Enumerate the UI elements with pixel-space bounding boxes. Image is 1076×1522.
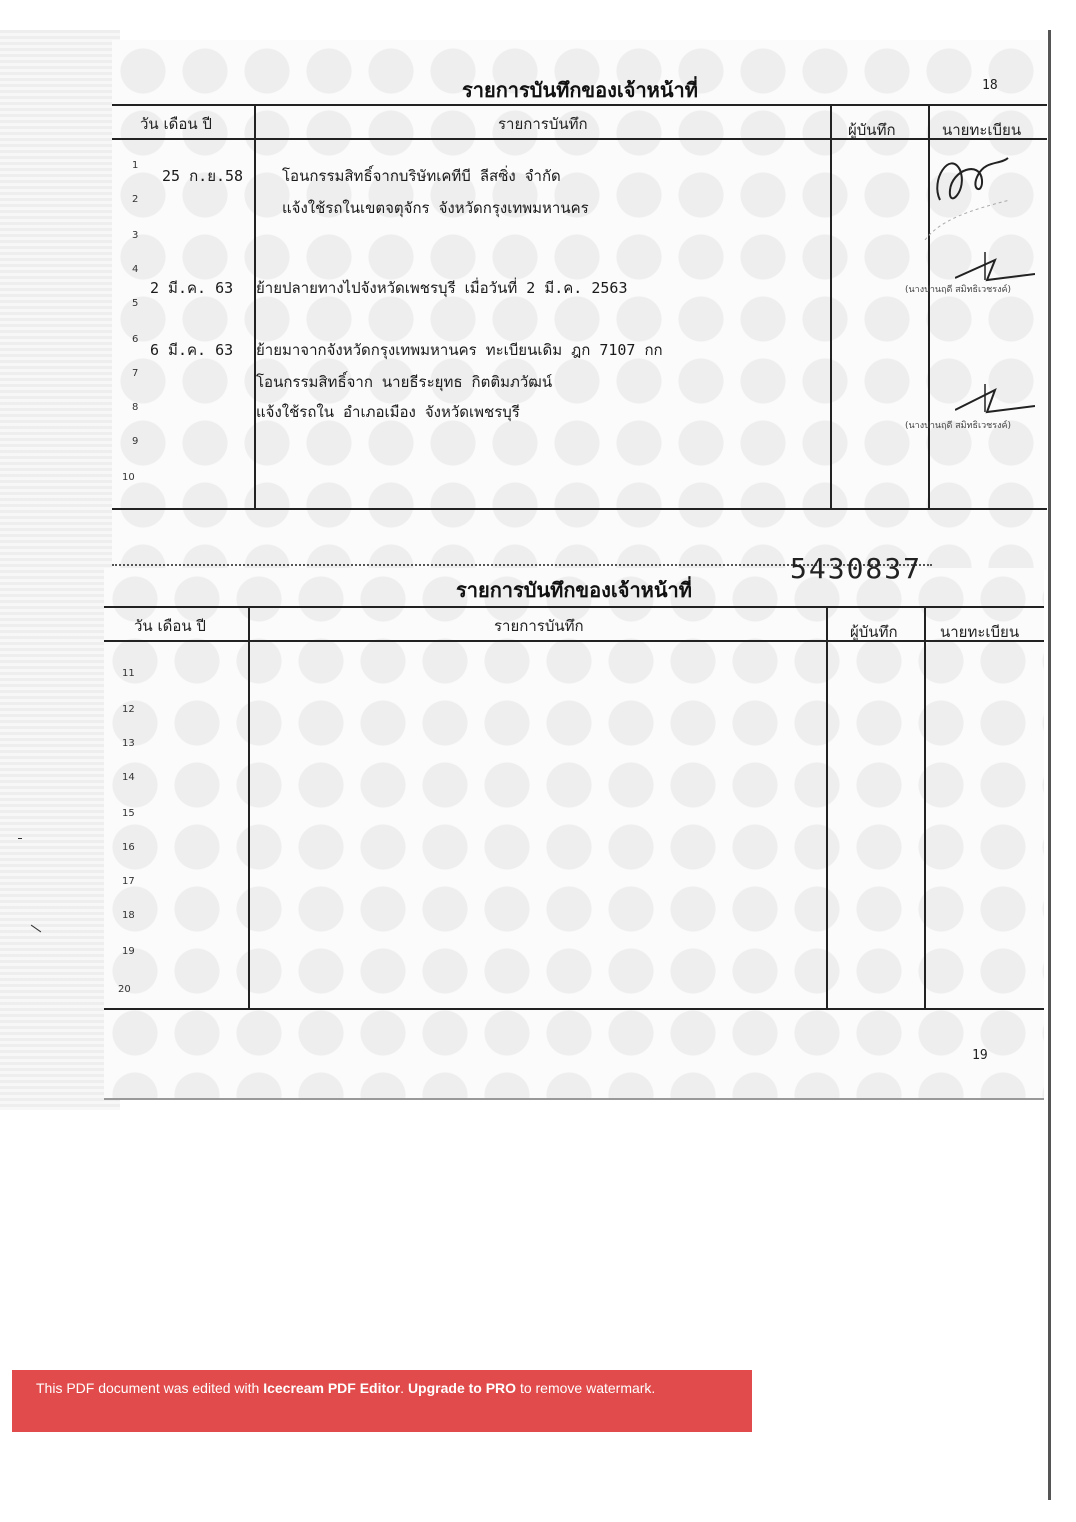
row-number: 18 [122,910,135,921]
row-number: 9 [132,436,139,447]
watermark-middle: . [400,1380,408,1396]
row-number: 19 [122,946,135,957]
entry-line: ย้ายมาจากจังหวัดกรุงเทพมหานคร ทะเบียนเดิม ฎก 7107 กก [256,341,663,359]
row-number: 1 [132,160,139,171]
form-title-top: รายการบันทึกของเจ้าหน้าที่ [462,78,698,102]
entry-line: แจ้งใช้รถในเขตจตุจักร จังหวัดกรุงเทพมหานคร [282,199,589,217]
row-number: 13 [122,738,135,749]
table-top-border [112,104,1047,106]
header-registrar: นายทะเบียน [940,623,1020,641]
entry-line: ย้ายปลายทางไปจังหวัดเพชรบุรี เมื่อวันที่ 2 มี.ค. 2563 [256,279,628,297]
header-recorder: ผู้บันทึก [848,121,896,139]
entry-line: โอนกรรมสิทธิ์จาก นายธีระยุทธ กิตติมภวัฒน์ [256,373,553,391]
row-number: 10 [122,472,135,483]
watermark-suffix: to remove watermark. [516,1380,656,1396]
watermark-brand: Icecream PDF Editor [263,1380,401,1396]
col-divider-date [248,606,250,1008]
registrar-name-stamp: (นางปานฤดี สมิทธิเวชรงค์) [905,421,1012,431]
watermark-upgrade-link[interactable]: Upgrade to PRO [407,1380,517,1396]
entry-date: 25 ก.ย.58 [162,167,244,185]
signature-1 [955,250,1035,286]
header-divider [112,138,1047,140]
row-number: 16 [122,842,135,853]
header-registrar: นายทะเบียน [942,121,1022,139]
row-number: 20 [118,984,131,995]
form-title-bottom: รายการบันทึกของเจ้าหน้าที่ [456,578,692,602]
header-divider [104,640,1044,642]
serial-number: 5430837 [790,552,923,585]
row-number: 17 [122,876,135,887]
table-bottom-border [112,508,1047,510]
row-number: 4 [132,264,139,275]
header-recorder: ผู้บันทึก [850,623,898,641]
col-divider-entry [830,104,832,508]
entry-date: 6 มี.ค. 63 [150,341,234,359]
row-number: 11 [122,668,135,679]
entry-date: 2 มี.ค. 63 [150,279,234,297]
signature-2 [955,382,1035,418]
header-date: วัน เดือน ปี [140,115,212,133]
header-date: วัน เดือน ปี [134,617,206,635]
row-number: 2 [132,194,139,205]
row-number: 12 [122,704,135,715]
watermark-banner[interactable] [12,1370,752,1432]
page-number-bottom: 19 [972,1048,988,1063]
entry-line: โอนกรรมสิทธิ์จากบริษัทเคทีบี ลีสซิ่ง จำกัด [282,167,561,185]
table-top-border [104,606,1044,608]
record-form-bottom [104,568,1044,1100]
row-number: 7 [132,368,139,379]
col-divider-recorder [924,606,926,1008]
col-divider-entry [826,606,828,1008]
row-number: 3 [132,230,139,241]
page-edge [1048,30,1051,1500]
registrar-name-stamp: (นางปานฤดี สมิทธิเวชรงค์) [905,285,1012,295]
row-number: 14 [122,772,135,783]
signature-scribble [920,140,1030,240]
header-entry: รายการบันทึก [498,115,588,133]
header-entry: รายการบันทึก [494,617,584,635]
page-number-top: 18 [982,78,998,93]
col-divider-date [254,104,256,508]
table-bottom-border [104,1008,1044,1010]
row-number: 8 [132,402,139,413]
row-number: 5 [132,298,139,309]
watermark-prefix: This PDF document was edited with [36,1380,264,1396]
stray-mark [18,838,22,839]
row-number: 15 [122,808,135,819]
scan-shadow-band [0,30,120,1110]
entry-line: แจ้งใช้รถใน อำเภอเมือง จังหวัดเพชรบุรี [256,403,520,421]
row-number: 6 [132,334,139,345]
